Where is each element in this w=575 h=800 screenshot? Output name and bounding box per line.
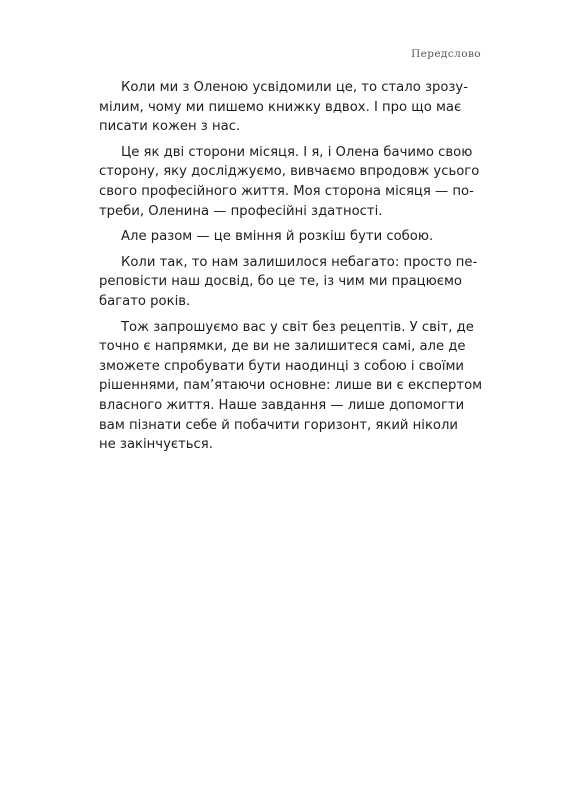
text-line: Це як дві сторони місяця. І я, і Олена бачимо свою (121, 144, 473, 160)
text-line: сторону, яку досліджуємо, вивчаємо впродовж усього (99, 164, 480, 180)
text-line: Коли ми з Оленою усвідомили це, то стало зрозу- (121, 80, 468, 95)
text-line: писати кожен з нас. (99, 119, 241, 135)
text-line: Але разом — це вміння й розкіш бути собою. (121, 229, 434, 245)
text-line: вам пізнати себе й побачити горизонт, який ніколи (99, 417, 458, 433)
text-line: Коли так, то нам залишилося небагато: просто пе- (121, 254, 478, 270)
paragraph-1 (99, 78, 481, 137)
text-line: не закінчується. (99, 437, 213, 453)
paragraph-3 (99, 227, 481, 247)
text-line: реповісти наш досвід, бо це те, із чим ми працюємо (99, 274, 462, 290)
running-head: Передслово (411, 48, 481, 60)
paragraph-5 (99, 318, 481, 455)
text-line: точно є напрямки, де ви не залишитеся самі, але де (99, 339, 466, 355)
text-line: рішеннями, пам’ятаючи основне: лише ви є експертом (99, 378, 483, 394)
text-line: мілим, чому ми пишемо книжку вдвох. І про що має (99, 99, 462, 115)
paragraph-2 (99, 143, 481, 221)
body-text (99, 78, 481, 461)
paragraph-4 (99, 253, 481, 312)
text-line: треби, Оленина — професійні здатності. (99, 203, 383, 219)
text-line: багато років. (99, 293, 191, 309)
text-line: Тож запрошуємо вас у світ без рецептів. У світ, де (121, 319, 474, 335)
text-line: свого професійного життя. Моя сторона місяця — по- (99, 183, 474, 199)
text-line: власного життя. Наше завдання — лише допомогти (99, 397, 465, 413)
text-line: зможете спробувати бути наодинці з собою і своїми (99, 358, 465, 374)
